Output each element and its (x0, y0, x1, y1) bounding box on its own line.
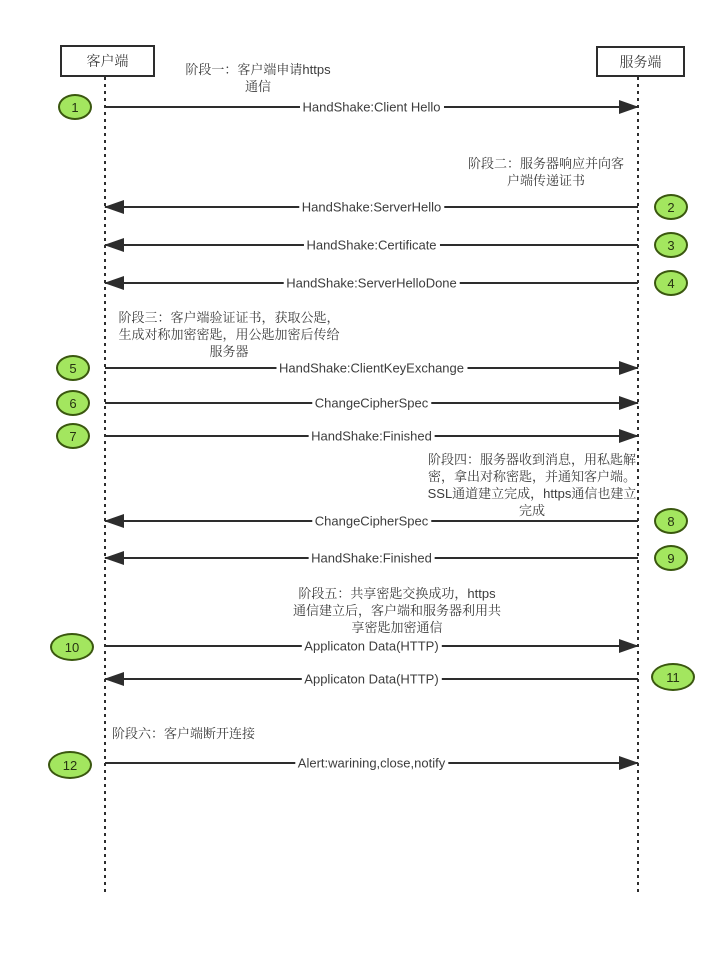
phase-text-line: 密，拿出对称密匙，并通知客户端。 (427, 469, 636, 484)
phase-text-line: 通信 (244, 79, 271, 94)
phase-text-line: 阶段四：服务器收到消息，用私匙解 (427, 452, 636, 467)
message-label: HandShake:ServerHelloDone (283, 276, 460, 291)
phase-text-line: 完成 (518, 503, 545, 518)
message-arrow-3 (105, 237, 638, 253)
message-label: HandShake:Finished (308, 429, 435, 444)
message-label: Applicaton Data(HTTP) (301, 639, 441, 654)
phase-text-line: SSL通道建立完成，https通信也建立 (427, 486, 637, 501)
phase-text-line: 户端传递证书 (506, 173, 585, 188)
phase-text-line: 享密匙加密通信 (351, 620, 443, 635)
message-label: HandShake:Finished (308, 551, 435, 566)
phase-text-line: 阶段二：服务器响应并向客 (467, 156, 624, 171)
phase-text-line: 通信建立后，客户端和服务器利用共 (292, 603, 501, 618)
step-badge-11: 11 (651, 663, 695, 691)
phase-text-line: 服务器 (209, 344, 249, 359)
message-arrow-1 (105, 99, 638, 115)
step-badge-5: 5 (56, 355, 90, 381)
step-badge-3: 3 (654, 232, 688, 258)
message-arrow-9 (105, 550, 638, 566)
step-badge-9: 9 (654, 545, 688, 571)
arrowhead-left-icon (104, 276, 124, 290)
message-label: HandShake:Client Hello (299, 100, 443, 115)
phase-note-4 (415, 451, 649, 519)
message-arrow-11 (105, 671, 638, 687)
message-label: HandShake:ClientKeyExchange (276, 361, 467, 376)
actor-box-client (60, 45, 155, 77)
step-badge-2: 2 (654, 194, 688, 220)
step-badge-4: 4 (654, 270, 688, 296)
message-label: Applicaton Data(HTTP) (301, 672, 441, 687)
message-label: HandShake:Certificate (303, 238, 439, 253)
message-label: ChangeCipherSpec (312, 514, 431, 529)
step-badge-8: 8 (654, 508, 688, 534)
arrowhead-left-icon (104, 238, 124, 252)
arrowhead-left-icon (104, 514, 124, 528)
arrowhead-right-icon (619, 756, 639, 770)
step-badge-10: 10 (50, 633, 94, 661)
phase-text-line: 阶段一：客户端申请https (185, 62, 331, 77)
message-label: Alert:warining,close,notify (295, 756, 448, 771)
message-label: HandShake:ServerHello (299, 200, 444, 215)
arrowhead-left-icon (104, 672, 124, 686)
actor-client-label: 客户端 (86, 53, 129, 69)
phase-text-line: 生成对称加密密匙，用公匙加密后传给 (118, 327, 340, 342)
message-arrow-4 (105, 275, 638, 291)
message-arrow-6 (105, 395, 638, 411)
message-label: ChangeCipherSpec (312, 396, 431, 411)
message-arrow-8 (105, 513, 638, 529)
phase-text-line: 阶段六：客户端断开连接 (112, 726, 256, 741)
message-arrow-12 (105, 755, 638, 771)
step-badge-1: 1 (58, 94, 92, 120)
step-badge-12: 12 (48, 751, 92, 779)
actor-box-server (596, 46, 685, 77)
phase-text-line: 阶段三：客户端验证证书，获取公匙， (118, 310, 340, 325)
arrowhead-right-icon (619, 100, 639, 114)
arrowhead-right-icon (619, 639, 639, 653)
arrowhead-left-icon (104, 551, 124, 565)
arrowhead-right-icon (619, 396, 639, 410)
message-arrow-10 (105, 638, 638, 654)
actor-server-label: 服务端 (619, 53, 662, 70)
phase-note-1 (158, 61, 358, 95)
step-badge-6: 6 (56, 390, 90, 416)
phase-note-5 (284, 585, 510, 636)
arrowhead-right-icon (619, 429, 639, 443)
phase-note-3 (103, 309, 355, 360)
message-arrow-2 (105, 199, 638, 215)
step-badge-7: 7 (56, 423, 90, 449)
arrowhead-left-icon (104, 200, 124, 214)
arrowhead-right-icon (619, 361, 639, 375)
message-arrow-5 (105, 360, 638, 376)
phase-note-2 (446, 155, 646, 189)
message-arrow-7 (105, 428, 638, 444)
phase-note-6 (112, 725, 332, 742)
phase-text-line: 阶段五：共享密匙交换成功，https (298, 586, 496, 601)
